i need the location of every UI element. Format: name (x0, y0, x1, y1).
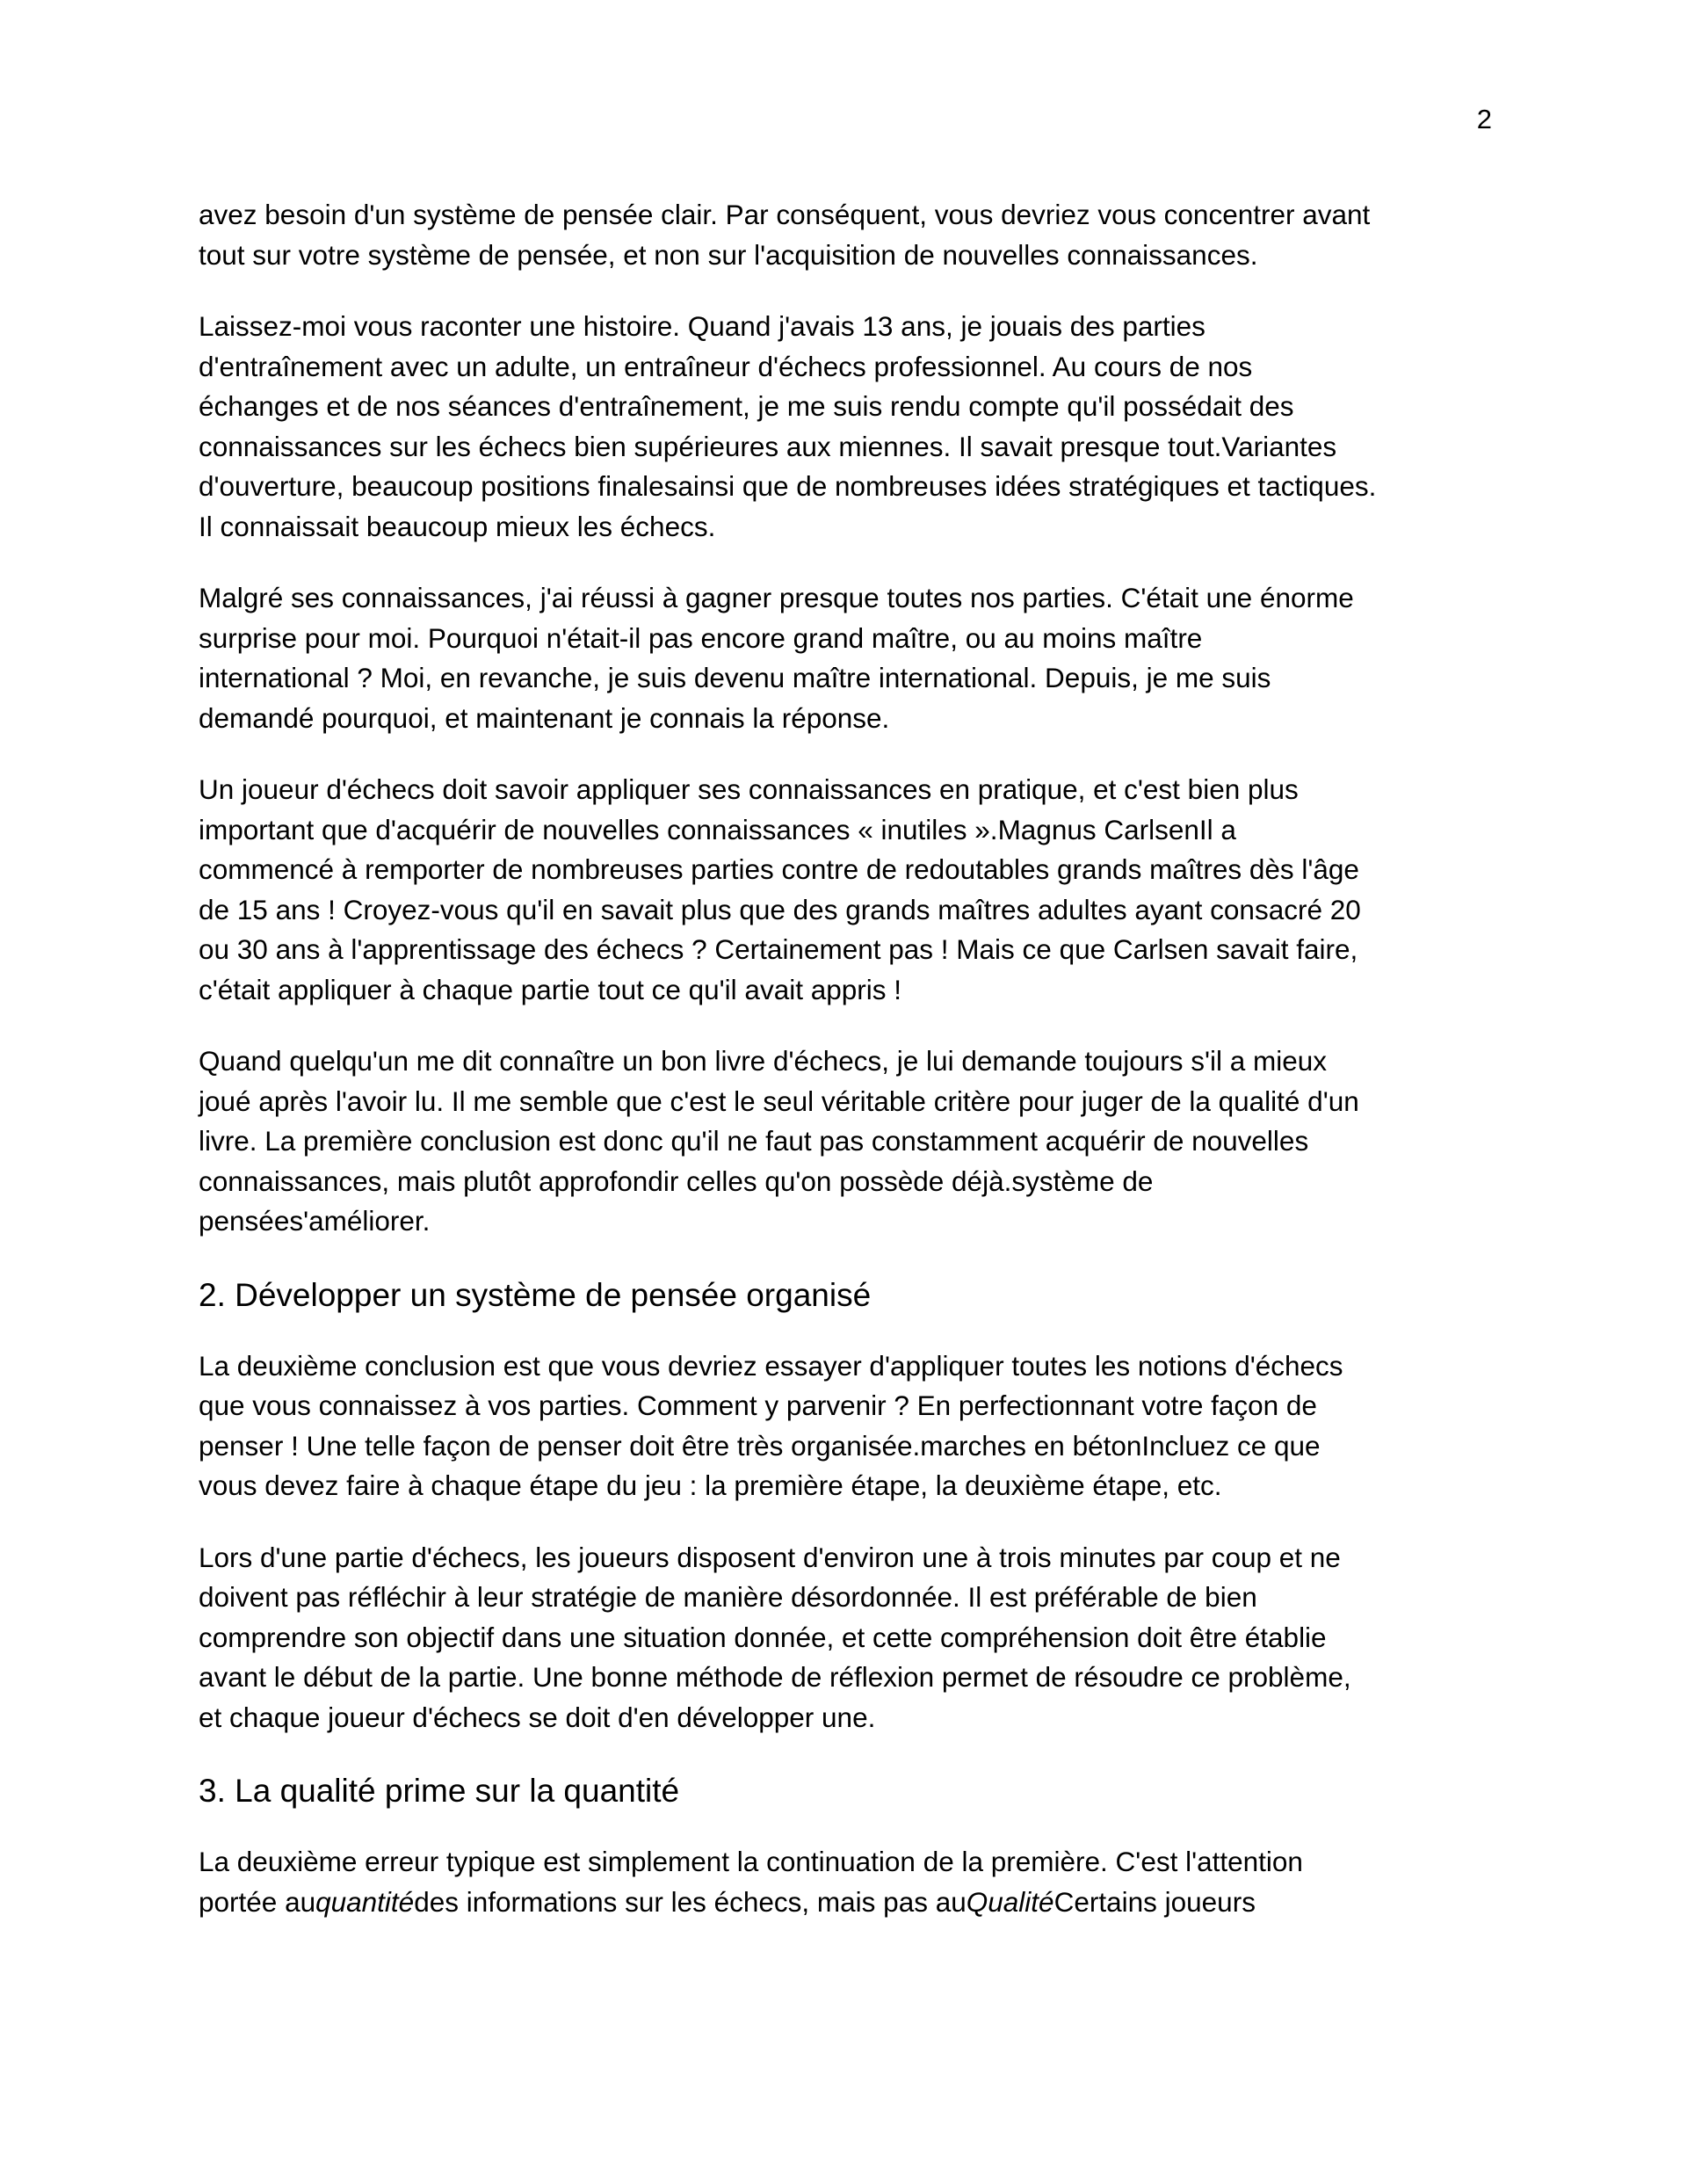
text-line: vous devez faire à chaque étape du jeu : la première étape, la deuxième étape, etc. (199, 1469, 1222, 1501)
text-line: joué après l'avoir lu. Il me semble que c'est le seul véritable critère pour juger de la qualité d'un (199, 1085, 1359, 1117)
text-line: d'ouverture, beaucoup positions finalesainsi que de nombreuses idées stratégiques et tactiques. (199, 470, 1377, 502)
paragraph (199, 1041, 1490, 1242)
paragraph (199, 1538, 1490, 1738)
text-line: pensées'améliorer. (199, 1205, 431, 1237)
text-line: connaissances, mais plutôt approfondir celles qu'on possède déjà.système de (199, 1165, 1154, 1197)
page-number: 2 (1476, 104, 1492, 134)
text-line: tout sur votre système de pensée, et non sur l'acquisition de nouvelles connaissances. (199, 238, 1258, 271)
text-line: livre. La première conclusion est donc qu'il ne faut pas constamment acquérir de nouvelles (199, 1125, 1309, 1157)
paragraph (199, 1842, 1490, 1922)
text-line: connaissances sur les échecs bien supérieures aux miennes. Il savait presque tout.Variantes (199, 430, 1337, 462)
text-run: Certains joueurs (1053, 1885, 1256, 1918)
paragraph (199, 307, 1490, 547)
text-line: avez besoin d'un système de pensée clair. Par conséquent, vous devriez vous concentrer avant (199, 199, 1371, 230)
text-line: c'était appliquer à chaque partie tout ce qu'il avait appris ! (199, 973, 902, 1005)
text-line: surprise pour moi. Pourquoi n'était-il pas encore grand maître, ou au moins maître (199, 621, 1203, 654)
paragraph (199, 770, 1490, 1010)
text-line: Il connaissait beaucoup mieux les échecs. (199, 510, 716, 542)
text-line: Quand quelqu'un me dit connaître un bon livre d'échecs, je lui demande toujours s'il a mieux (199, 1045, 1328, 1077)
text-line: Lors d'une partie d'échecs, les joueurs disposent d'environ une à trois minutes par coup et ne (199, 1541, 1341, 1573)
text-line: La deuxième erreur typique est simplement la continuation de la première. C'est l'attention (199, 1846, 1303, 1877)
document-body (199, 195, 1490, 1954)
italic-text: Qualité (966, 1885, 1054, 1918)
section-heading: 2. Développer un système de pensée organisé (199, 1276, 872, 1313)
italic-text: quantité (315, 1885, 415, 1918)
text-line: international ? Moi, en revanche, je suis devenu maître international. Depuis, je me suis (199, 662, 1271, 693)
text-line: important que d'acquérir de nouvelles connaissances « inutiles ».Magnus CarlsenIl a (199, 813, 1236, 845)
text-run: portée au (199, 1885, 316, 1918)
text-line: Malgré ses connaissances, j'ai réussi à gagner presque toutes nos parties. C'était une énorme (199, 582, 1354, 613)
text-line: La deuxième conclusion est que vous devriez essayer d'appliquer toutes les notions d'échecs (199, 1349, 1343, 1382)
paragraph (199, 1346, 1490, 1506)
text-line: que vous connaissez à vos parties. Comment y parvenir ? En perfectionnant votre façon de (199, 1389, 1317, 1421)
text-line: comprendre son objectif dans une situation donnée, et cette compréhension doit être établie (199, 1621, 1327, 1653)
text-line: Un joueur d'échecs doit savoir appliquer ses connaissances en pratique, et c'est bien plus (199, 773, 1299, 805)
text-line: échanges et de nos séances d'entraînement, je me suis rendu compte qu'il possédait des (199, 390, 1294, 422)
text-line: doivent pas réfléchir à leur stratégie de manière désordonnée. Il est préférable de bien (199, 1581, 1257, 1613)
text-line (199, 1883, 1490, 1923)
text-line: Laissez-moi vous raconter une histoire. Quand j'avais 13 ans, je jouais des parties (199, 310, 1206, 342)
paragraph (199, 195, 1490, 275)
text-line: de 15 ans ! Croyez-vous qu'il en savait plus que des grands maîtres adultes ayant consacré 20 (199, 893, 1361, 925)
text-line: ou 30 ans à l'apprentissage des échecs ? Certainement pas ! Mais ce que Carlsen savait faire, (199, 933, 1358, 965)
text-line: commencé à remporter de nombreuses parties contre de redoutables grands maîtres dès l'âge (199, 853, 1359, 885)
text-run: des informations sur les échecs, mais pas au (414, 1885, 967, 1918)
section-heading: 3. La qualité prime sur la quantité (199, 1773, 680, 1809)
text-line: avant le début de la partie. Une bonne méthode de réflexion permet de résoudre ce problème, (199, 1661, 1351, 1693)
text-line: et chaque joueur d'échecs se doit d'en développer une. (199, 1701, 876, 1733)
text-line: penser ! Une telle façon de penser doit être très organisée.marches en bétonIncluez ce que (199, 1429, 1321, 1462)
text-line: d'entraînement avec un adulte, un entraîneur d'échecs professionnel. Au cours de nos (199, 350, 1253, 382)
text-line: demandé pourquoi, et maintenant je connais la réponse. (199, 701, 890, 734)
paragraph (199, 578, 1490, 738)
